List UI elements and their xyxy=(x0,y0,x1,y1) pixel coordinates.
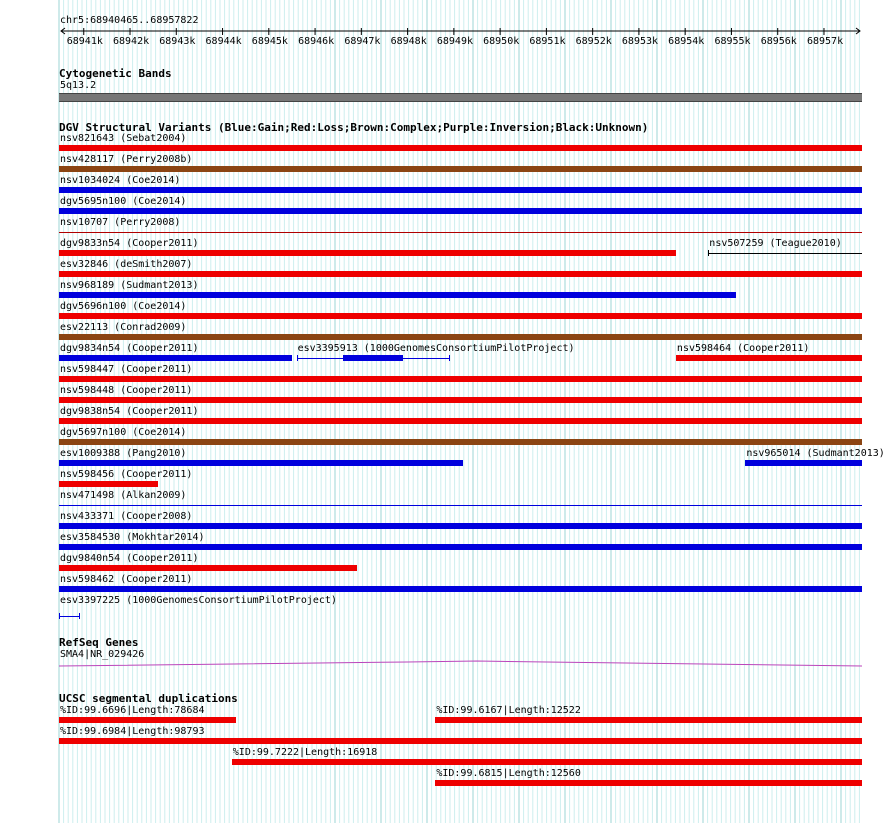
cytoband-track-title[interactable]: Cytogenetic Bands xyxy=(59,67,172,80)
dgv-feature-bar[interactable] xyxy=(59,187,862,193)
ruler-tick-label: 68947k xyxy=(344,36,381,47)
dgv-feature-bar[interactable] xyxy=(745,460,862,466)
refseq-gene-path xyxy=(59,661,862,666)
dgv-feature-cap xyxy=(708,250,709,256)
dgv-feature-cap xyxy=(79,613,80,619)
dgv-feature-cap xyxy=(59,613,60,619)
dgv-feature-bar[interactable] xyxy=(59,250,676,256)
dgv-feature-bar[interactable] xyxy=(59,166,862,172)
dgv-feature-label: nsv471498 (Alkan2009) xyxy=(60,490,187,501)
dgv-feature-label: nsv10707 (Perry2008) xyxy=(60,217,181,228)
ruler-tick-label: 68949k xyxy=(436,36,473,47)
dgv-feature-label: nsv598447 (Cooper2011) xyxy=(60,364,193,375)
dgv-feature-label: dgv5696n100 (Coe2014) xyxy=(60,301,187,312)
dgv-feature-bar[interactable] xyxy=(59,523,862,529)
dgv-feature-label: esv3395913 (1000GenomesConsortiumPilotProject) xyxy=(297,343,575,354)
dgv-feature-bar[interactable] xyxy=(59,376,862,382)
segdup-feature-label: %ID:99.7222|Length:16918 xyxy=(232,747,378,758)
location-label: chr5:68940465..68957822 xyxy=(60,15,199,26)
dgv-feature-bar[interactable] xyxy=(59,460,463,466)
cytoband-bar[interactable] xyxy=(59,93,862,102)
segdup-feature-bar[interactable] xyxy=(435,717,862,723)
segdup-feature-bar[interactable] xyxy=(435,780,862,786)
segdup-feature-bar[interactable] xyxy=(232,759,862,765)
dgv-feature-bar[interactable] xyxy=(59,544,862,550)
dgv-feature-bar[interactable] xyxy=(59,292,736,298)
dgv-feature-label: nsv968189 (Sudmant2013) xyxy=(60,280,199,291)
segdup-feature-label: %ID:99.6984|Length:98793 xyxy=(60,726,205,737)
ruler-tick-label: 68941k xyxy=(66,36,103,47)
dgv-track-title[interactable]: DGV Structural Variants (Blue:Gain;Red:Loss;Brown:Complex;Purple:Inversion;Black:Unknown) xyxy=(59,121,649,134)
dgv-feature-label: esv3584530 (Mokhtar2014) xyxy=(60,532,205,543)
dgv-feature-block[interactable] xyxy=(343,355,403,361)
segdup-feature-label: %ID:99.6696|Length:78684 xyxy=(60,705,205,716)
ruler-tick-label: 68942k xyxy=(113,36,150,47)
segdup-track-title[interactable]: UCSC segmental duplications xyxy=(59,692,238,705)
dgv-feature-bar[interactable] xyxy=(59,505,862,506)
refseq-gene-label: SMA4|NR_029426 xyxy=(60,649,145,660)
dgv-feature-bar[interactable] xyxy=(708,253,862,254)
dgv-feature-label: esv3397225 (1000GenomesConsortiumPilotProject) xyxy=(60,595,337,606)
dgv-feature-label: nsv598462 (Cooper2011) xyxy=(60,574,193,585)
segdup-feature-label: %ID:99.6815|Length:12560 xyxy=(436,768,581,779)
dgv-feature-bar[interactable] xyxy=(59,616,79,617)
dgv-feature-label: dgv9840n54 (Cooper2011) xyxy=(60,553,199,564)
dgv-feature-label: nsv965014 (Sudmant2013) xyxy=(746,448,885,459)
dgv-feature-bar[interactable] xyxy=(59,397,862,403)
cytoband-label: 5q13.2 xyxy=(60,80,97,91)
dgv-feature-label: nsv433371 (Cooper2008) xyxy=(60,511,193,522)
dgv-feature-cap xyxy=(449,355,450,361)
dgv-feature-label: nsv821643 (Sebat2004) xyxy=(60,133,187,144)
dgv-feature-bar[interactable] xyxy=(59,334,862,340)
dgv-feature-bar[interactable] xyxy=(59,313,862,319)
dgv-feature-bar[interactable] xyxy=(676,355,862,361)
dgv-feature-bar[interactable] xyxy=(59,145,862,151)
dgv-feature-label: esv22113 (Conrad2009) xyxy=(60,322,187,333)
segdup-feature-bar[interactable] xyxy=(59,738,862,744)
dgv-feature-label: dgv5695n100 (Coe2014) xyxy=(60,196,187,207)
segdup-feature-bar[interactable] xyxy=(59,717,236,723)
dgv-feature-label: nsv428117 (Perry2008b) xyxy=(60,154,193,165)
ruler-tick-label: 68953k xyxy=(621,36,659,47)
dgv-feature-bar[interactable] xyxy=(59,208,862,214)
dgv-feature-label: nsv1034024 (Coe2014) xyxy=(60,175,181,186)
ruler-tick-label: 68950k xyxy=(483,36,520,47)
dgv-feature-label: nsv507259 (Teague2010) xyxy=(709,238,842,249)
ruler-tick-label: 68945k xyxy=(251,36,288,47)
ruler-tick-label: 68952k xyxy=(575,36,612,47)
ruler-tick-label: 68951k xyxy=(529,36,566,47)
dgv-feature-bar[interactable] xyxy=(59,439,862,445)
ruler-tick-label: 68946k xyxy=(298,36,335,47)
ruler-tick-label: 68943k xyxy=(159,36,196,47)
refseq-gene-line[interactable] xyxy=(0,658,890,670)
ruler-tick-label: 68948k xyxy=(390,36,427,47)
refseq-track-title[interactable]: RefSeq Genes xyxy=(59,636,139,649)
dgv-feature-label: dgv9834n54 (Cooper2011) xyxy=(60,343,199,354)
dgv-feature-label: esv32846 (deSmith2007) xyxy=(60,259,193,270)
dgv-feature-bar[interactable] xyxy=(59,481,158,487)
dgv-feature-cap xyxy=(297,355,298,361)
dgv-feature-bar[interactable] xyxy=(59,271,862,277)
ruler-tick-label: 68954k xyxy=(668,36,705,47)
segdup-feature-label: %ID:99.6167|Length:12522 xyxy=(436,705,581,716)
dgv-feature-bar[interactable] xyxy=(59,232,862,233)
ruler-tick-label: 68956k xyxy=(760,36,797,47)
dgv-feature-label: esv1009388 (Pang2010) xyxy=(60,448,187,459)
dgv-feature-bar[interactable] xyxy=(59,355,292,361)
dgv-feature-label: nsv598448 (Cooper2011) xyxy=(60,385,193,396)
dgv-feature-bar[interactable] xyxy=(59,565,357,571)
dgv-feature-label: nsv598456 (Cooper2011) xyxy=(60,469,193,480)
ruler-tick-label: 68957k xyxy=(806,36,844,47)
ruler-tick-label: 68955k xyxy=(714,36,751,47)
dgv-feature-label: nsv598464 (Cooper2011) xyxy=(676,343,810,354)
dgv-feature-bar[interactable] xyxy=(59,586,862,592)
dgv-feature-label: dgv9838n54 (Cooper2011) xyxy=(60,406,199,417)
ruler-tick-label: 68944k xyxy=(205,36,242,47)
dgv-feature-label: dgv9833n54 (Cooper2011) xyxy=(60,238,199,249)
dgv-feature-label: dgv5697n100 (Coe2014) xyxy=(60,427,187,438)
dgv-feature-bar[interactable] xyxy=(59,418,862,424)
